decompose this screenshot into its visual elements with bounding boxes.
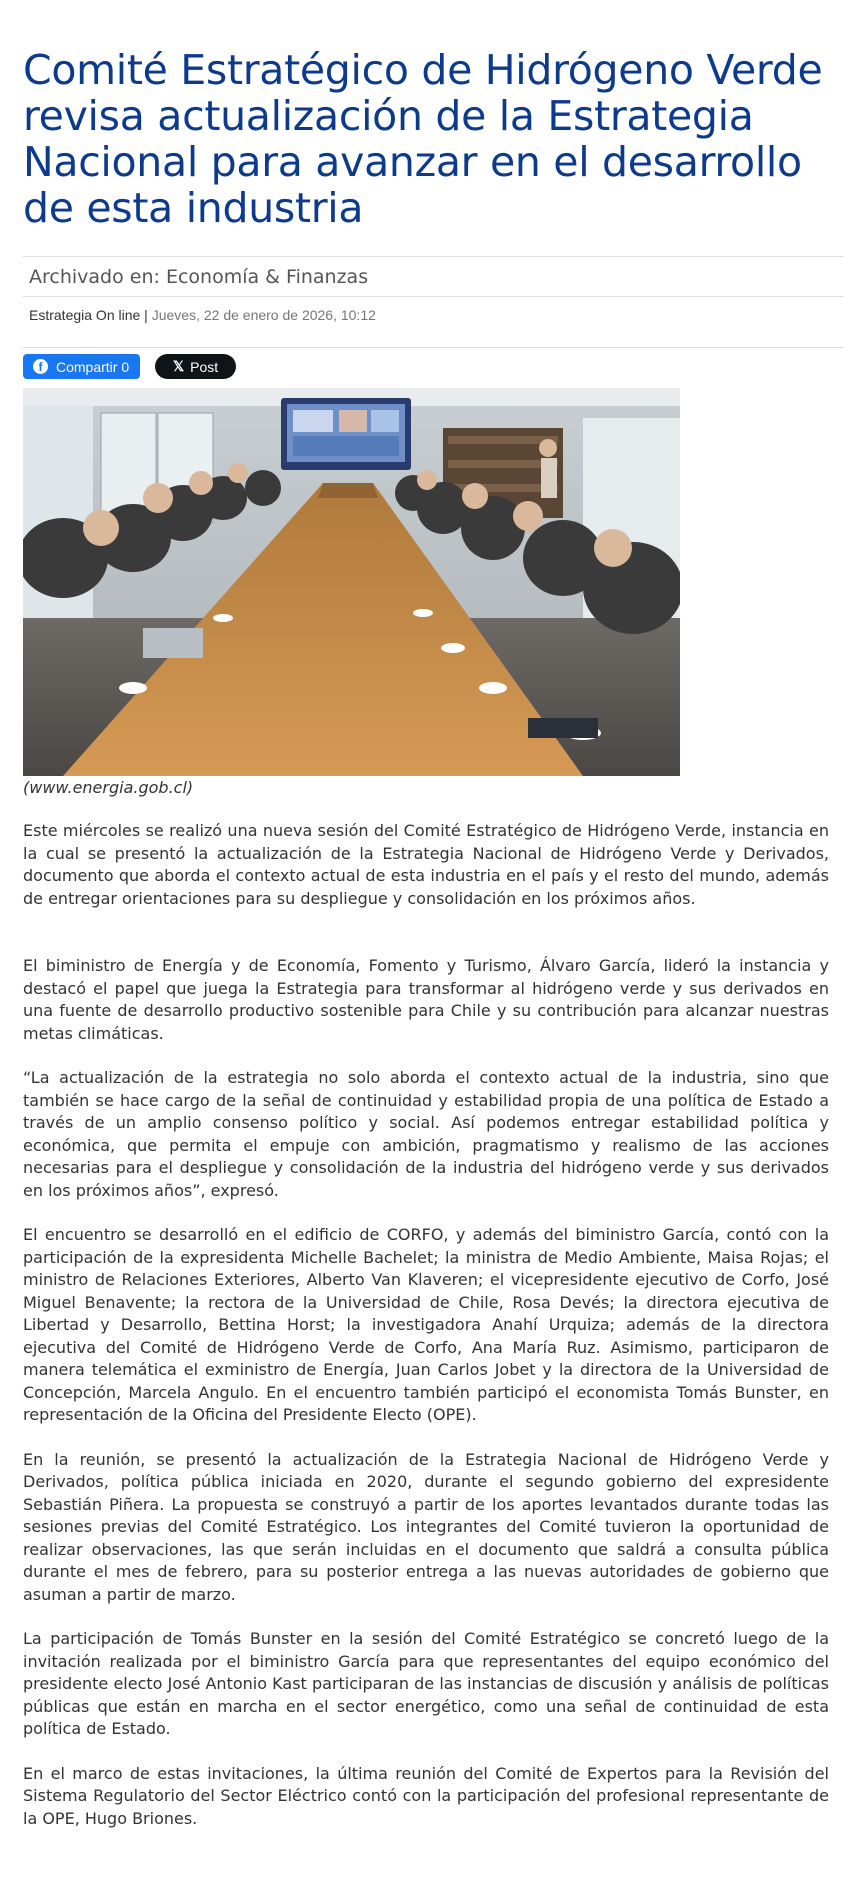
article-paragraph: La participación de Tomás Bunster en la sesión del Comité Estratégico se concretó luego de la invitación realizada por el biministro García para que representantes del equipo económico del presidente electo José Antonio Kast participaran de las instancias de discusión y análisis de políticas públicas que están en marcha en el sector energético, como una señal de continuidad de esta política de Estado.	[23, 1629, 829, 1738]
article-paragraph: “La actualización de la estrategia no solo aborda el contexto actual de la industria, sino que también se hace cargo de la señal de continuidad y estabilidad propia de una política de Estado a través de un amplio consenso político y social. Así podemos entregar estabilidad política y económica, que permita el empuje con ambición, pragmatismo y realismo de las acciones necesarias para el despliegue y consolidación de la industria del hidrógeno verde y sus derivados en los próximos años”, expresó.	[23, 1068, 829, 1200]
article-photo	[23, 388, 680, 776]
article-body	[23, 820, 829, 1852]
archived-in	[29, 266, 368, 288]
article-paragraph: Este miércoles se realizó una nueva sesión del Comité Estratégico de Hidrógeno Verde, instancia en la cual se presentó la actualización de la Estrategia Nacional de Hidrógeno Verde y Derivados, documento que aborda el contexto actual de esta industria en el país y el resto del mundo, además de entregar orientaciones para su despliegue y consolidación en los próximos años.	[23, 821, 829, 908]
meeting-room-photo	[23, 388, 680, 776]
archived-label: Archivado en:	[29, 266, 160, 288]
author: Estrategia On line	[29, 307, 141, 323]
x-post-button[interactable]	[155, 354, 236, 379]
facebook-share-label: Compartir	[56, 358, 118, 375]
article-paragraph: El encuentro se desarrolló en el edificio de CORFO, y además del biministro García, contó con la participación de la expresidenta Michelle Bachelet; la ministra de Medio Ambiente, Maisa Rojas; el ministro de Relaciones Exteriores, Alberto Van Klaveren; el vicepresidente ejecutivo de Corfo, José Miguel Benavente; la rectora de la Universidad de Chile, Rosa Devés; la directora ejecutiva de Libertad y Desarrollo, Bettina Horst; la investigadora Anahí Urquiza; además de la directora ejecutiva del Comité de Hidrógeno Verde de Corfo, Ana María Ruz. Asimismo, participaron de manera telemática el exministro de Energía, Juan Carlos Jobet y la directora de la Universidad de Concepción, Marcela Angulo. En el encuentro también participó el economista Tomás Bunster, en representación de la Oficina del Presidente Electo (OPE).	[23, 1225, 829, 1424]
article-paragraph: En el marco de estas invitaciones, la última reunión del Comité de Expertos para la Revisión del Sistema Regulatorio del Sector Eléctrico contó con la participación del profesional representante de la OPE, Hugo Briones.	[23, 1763, 829, 1828]
facebook-share-button[interactable]	[23, 354, 140, 379]
image-caption: (www.energia.gob.cl)	[23, 778, 194, 797]
facebook-icon: f	[33, 359, 48, 374]
byline-separator: |	[140, 307, 152, 323]
category-link[interactable]: Economía & Finanzas	[165, 266, 369, 288]
byline	[29, 307, 376, 323]
article-paragraph: El biministro de Energía y de Economía, Fomento y Turismo, Álvaro García, lideró la instancia y destacó el papel que juega la Estrategia para transformar al hidrógeno verde y sus derivados en una fuente de desarrollo productivo sostenible para Chile y su contribución para alcanzar nuestras metas climáticas.	[23, 956, 829, 1043]
x-post-label: Post	[190, 358, 219, 375]
article-paragraph: En la reunión, se presentó la actualización de la Estrategia Nacional de Hidrógeno Verde y Derivados, política pública iniciada en 2020, durante el segundo gobierno del expresidente Sebastián Piñera. La propuesta se construyó a partir de los aportes levantados durante todas las sesiones previas del Comité Estratégico. Los integrantes del Comité tuvieron la oportunidad de realizar observaciones, las que serán incluidas en el documento que saldrá a consulta pública durante el mes de febrero, para su posterior entrega a las nuevas autoridades de gobierno que asuman a partir de marzo.	[23, 1449, 829, 1604]
divider	[23, 347, 843, 348]
x-icon: 𝕏	[172, 358, 185, 374]
facebook-share-count: 0	[121, 358, 130, 375]
divider	[23, 256, 843, 257]
divider	[23, 296, 843, 297]
publish-date: Jueves, 22 de enero de 2026, 10:12	[151, 307, 376, 323]
article-headline: Comité Estratégico de Hidrógeno Verde revisa actualización de la Estrategia Nacional para avanzar en el desarrollo de esta industria	[23, 46, 823, 232]
